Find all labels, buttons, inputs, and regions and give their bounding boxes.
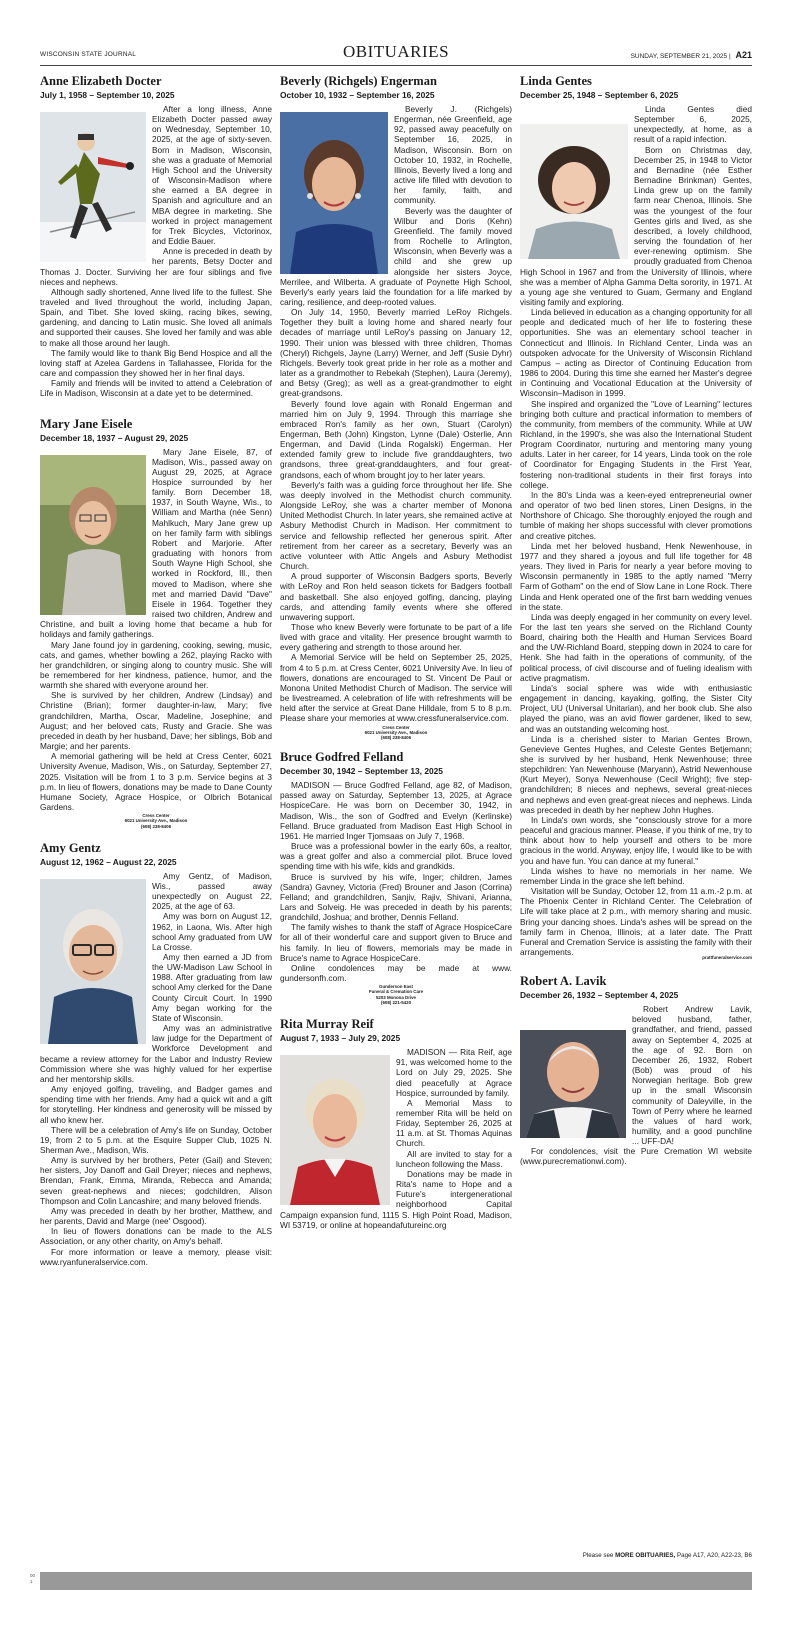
portrait-photo <box>280 1055 390 1205</box>
paragraph: For condolences, visit the Pure Cremation WI website (www.purecremationwi.com). <box>520 1146 752 1167</box>
logo-line: 6021 University Ave., Madison <box>124 818 188 824</box>
obit-name: Beverly (Richgels) Engerman <box>280 74 437 88</box>
logo-line: 5203 Monona Drive <box>375 994 417 1000</box>
paragraph: Linda wishes to have no memorials in her name. We remember Linda in the grace she left behind. <box>520 865 752 886</box>
logo-line: (608) 238-8406 <box>380 734 412 740</box>
paragraph: Amy was preceded in death by her brother, Matthew, and her parents, David and Marge (nee' Osgood). <box>40 1205 272 1227</box>
obituary-felland <box>280 750 512 1005</box>
more-obituaries-note <box>520 1552 752 1559</box>
date-text: SUNDAY, SEPTEMBER 21, 2025 <box>630 53 728 60</box>
paragraph: Robert Andrew Lavik, beloved husband, father, grandfather, and friend, passed away on September 4, 2025 at the age of 92. Born on December 26, 1932, Robert (Bob) was proud of his Norwegian heritage. Bob grew up in the small Wisconsin community of Daleyville, in the Town of Perry where he learned the values of hard work, humility, and a good punchline ... UFF-DA! <box>632 1004 752 1147</box>
code-line: 1 <box>30 1579 33 1584</box>
obituary-gentes <box>520 74 752 960</box>
paragraph: Bruce is survived by his wife, Inger; children, James (Sandra) Gavney, Victoria (Fred) Brouner and Jason (Corrina) Felland; and grandchildren, Sanjiv, Rajiv, Shivani, Arianna, Lars and Solveig. He was preceded in death by his parents; grandchild, Joshua; and brother, Dennis Felland. <box>280 871 512 923</box>
paragraph: In Linda's own words, she "consciously strove for a more peaceful and gracious manner. Please, if you think of me, try to think about how to help yourself and others to be more gracious in the world. Anyway, enjoy life, I would like to be with you and have fun. You can dance at my funeral." <box>520 814 752 866</box>
paragraph: She inspired and organized the "Love of Learning" lectures bringing both culture and practical information to members of the community, from members of the community. While at UW Richland, in the 1990's, she was also the International Student Program Coordinator, nurturing and mentoring many young adults. Later in her career, for 14 years, Linda took on the role of Coordinator for Engaging Students in the First Year, fostering non-traditional students in their first forays into college. <box>520 398 752 490</box>
paragraph: Donations may be made in Rita's name to Hope and a Future's intergenerational neighborhood Capital Campaign expansion fund, 1115 S. High Point Road, Madison, WI 53719, or online at hopeandafutureinc.org <box>280 1168 512 1230</box>
paragraph: Linda believed in education as a changing opportunity for all people and dedicated much of her life to fostering these opportunities. She was an elementary school teacher in Connecticut and Illinois. In Richland Center, Linda was an outspoken advocate for the University of Wisconsin Richland Campus – acting as Director of Continuing Education from 1986 to 2004. During this time she earned her Master's degree in Continuing and Vocational Education at the University of Wisconsin–Madison in 1999. <box>520 307 752 399</box>
obit-dates: August 7, 1933 – July 29, 2025 <box>280 1033 401 1044</box>
logo-line: Cress Center <box>382 724 410 730</box>
paragraph: Amy then earned a JD from the UW-Madison Law School in 1988. After graduating from law school Amy clerked for the Dane County Circuit Court. In 1990 Amy began working for the State of Wisconsin. <box>152 952 272 1023</box>
paragraph: The family wishes to thank the staff of Agrace HospiceCare for all of their wonderful care and support given to Bruce and his family. In lieu of flowers, memorials may be made in Bruce's name to Agrace HospiceCare. <box>280 922 512 963</box>
obit-body <box>520 104 752 957</box>
portrait-photo <box>520 124 628 259</box>
column-3 <box>520 72 752 1175</box>
portrait-photo <box>40 112 146 262</box>
paragraph: A Memorial Mass to remember Rita will be held on Friday, September 26, 2025 at 11 a.m. at St. Thomas Aquinas Church. <box>396 1097 512 1149</box>
logo-line: (608) 238-8406 <box>140 823 172 829</box>
obit-body <box>280 780 512 983</box>
paragraph: Linda is a cherished sister to Marian Gentes Brown, Genevieve Gentes Hughes, and Celeste Gentes Betjemann; she is survived by her husband, Henk Newenhouse; three stepchildren: Yan Newenhouse (Maryann), Astrid Newenhouse (Kurt Meyer), Sonya Newenhouse (Cecil Wright); five step-grandchildren; 8 nieces and nephews, several great-nieces and nephews and even great-great nieces and nephews. Linda was preceded in death by her nephew John Hughes. <box>520 733 752 815</box>
paragraph: A Memorial Service will be held on September 25, 2025, from 4 to 5 p.m. at Cress Center, 6021 University Ave. In lieu of flowers, donations are encouraged to St. Vincent De Paul or Monona United Methodist Church of Madison. The service will be livestreamed. A celebration of life with refreshments will be held after the service at Great Dane Hilldale, from 5 to 8 p.m. Please share your memories at www.cressfuneralservice.com. <box>280 652 512 724</box>
obit-name: Bruce Godfred Felland <box>280 750 404 765</box>
obituary-docter <box>40 74 272 399</box>
paragraph: Linda Gentes died September 6, 2025, unexpectedly, at home, as a result of a rapid infection. <box>634 104 752 145</box>
paragraph: Beverly's faith was a guiding force throughout her life. She was deeply involved in the Methodist church community. Alongside LeRoy, she was a charter member of Monona United Methodist Church. In later years, she remained active at Asbury Methodist Church in Madison. Her commitment to service and fellowship reflected her generous spirit. After retirement from her career as a secretary, Beverly was an active volunteer with Attic Angels and Asbury Methodist Church. <box>280 479 512 572</box>
logo-line: Gunderson East <box>379 984 413 990</box>
obituary-reif <box>280 1017 512 1230</box>
logo-line: 6021 University Ave., Madison <box>364 729 428 735</box>
logo-line: Funeral & Cremation Care <box>368 989 424 995</box>
obit-name: Anne Elizabeth Docter <box>40 74 162 88</box>
paragraph: Visitation will be Sunday, October 12, from 11 a.m.-2 p.m. at The Phoenix Center in Richland Center. The Celebration of Life will take place at 2 p.m., with memory sharing and music. Bring your dancing shoes. Linda's ashes will be spread on the family farm in Chenoa, Illinois, at a later date. The Pratt Funeral and Cremation Service is assisting the family with their arrangements. <box>520 886 752 957</box>
obit-body <box>280 1047 512 1230</box>
portrait-photo <box>40 455 146 615</box>
issue-date: SUNDAY, SEPTEMBER 21, 2025 | A21 <box>630 50 752 60</box>
masthead <box>40 44 752 66</box>
print-code <box>30 1573 35 1585</box>
obituary-engerman <box>280 74 512 740</box>
paragraph: Amy was an administrative law judge for the Department of Workforce Development and became a review attorney for the Labor and Industry Review Commission where she was highly valued for her expertise and her mentorship skills. <box>40 1023 272 1084</box>
obit-body <box>520 1004 752 1167</box>
paragraph: Beverly J. (Richgels) Engerman, née Greenfield, age 92, passed away peacefully on September 16, 2025, in Madison, Wisconsin. Born on October 10, 1932, in Rochelle, Illinois, Beverly lived a long and active life filled with devotion to her family, faith, and community. <box>394 104 512 206</box>
paragraph: Although sadly shortened, Anne lived life to the fullest. She traveled and lived throughout the world, including Japan, Spain, and Tibet. She loved skiing, racing bikes, sewing, gardening, and dancing to Latin music. She loved all animals and supported their causes. She loved her family and was able to make all those around her laugh. <box>40 286 272 348</box>
obit-dates: August 12, 1962 – August 22, 2025 <box>40 856 177 867</box>
funeral-home-logo <box>40 813 272 829</box>
section-title: OBITUARIES <box>342 42 450 61</box>
paragraph: Amy enjoyed golfing, traveling, and Badger games and spending time with her friends. Amy had a quick wit and a gift for storytelling. Her kindness and generosity will be missed by all who knew her. <box>40 1084 272 1125</box>
column-2 <box>280 72 512 1238</box>
paragraph: A proud supporter of Wisconsin Badgers sports, Beverly with LeRoy and Ron held season tickets for Badgers football and basketball. She also enjoyed golfing, dancing, playing cards, and attending family events where she offered unwavering support. <box>280 571 512 622</box>
paragraph: For more information or leave a memory, please visit: www.ryanfuneralservice.com. <box>40 1246 272 1267</box>
portrait-photo <box>280 112 388 274</box>
paragraph: The family would like to thank Big Bend Hospice and all the loving staff at Azelea Gardens in Tallahassee, Florida for the care and compassion they showed her in her final days. <box>40 347 272 379</box>
obit-body <box>280 104 512 724</box>
obituary-eisele <box>40 417 272 829</box>
obituary-lavik <box>520 974 752 1167</box>
paragraph: Mary Jane Eisele, 87, of Madison, Wis., passed away on August 29, 2025, at Agrace Hospice surrounded by her family. Born December 18, 1937, in South Wayne, Wis., to William and Martha (née Senn) Mahlkuch, Mary Jane grew up on her family farm with siblings Robert and Marjorie. After graduating with honors from South Wayne High School, she worked in Rockford, Ill., then moved to Madison, where she met and married David "Dave" Eisele in 1964. Together they raised two children, Andrew and Christine, and built a loving home that became a hub for holidays and family gatherings. <box>40 446 272 640</box>
paragraph: All are invited to stay for a luncheon following the Mass. <box>396 1148 512 1169</box>
see-more-bold: MORE OBITUARIES, <box>615 1552 676 1559</box>
obit-dates: December 18, 1937 – August 29, 2025 <box>40 432 189 443</box>
obit-body <box>40 447 272 813</box>
paragraph: MADISON — Rita Reif, age 91, was welcomed home to the Lord on July 29, 2025. She died peacefully at Agrace Hospice, surrounded by family. <box>396 1047 512 1098</box>
obit-dates: December 26, 1932 – September 4, 2025 <box>520 990 679 1001</box>
paragraph: Linda's social sphere was wide with enthusiastic engagement in dancing, kayaking, golfing, the Sister City Project, UU (Universal Unitarian), and her book club. She also played the piano, was an avid flower gardener, liked to sew, and was an outstanding welcoming host. <box>520 682 752 734</box>
portrait-photo <box>40 879 146 1044</box>
paragraph: In lieu of flowers donations can be made to the ALS Association, or any other charity, on Amy's behalf. <box>40 1226 272 1247</box>
footer-bar <box>40 1572 752 1590</box>
obit-dates: July 1, 1958 – September 10, 2025 <box>40 90 175 100</box>
funeral-home-logo <box>280 984 512 1005</box>
paragraph: Beverly was the daughter of Wilbur and Doris (Kehn) Greenfield. The family moved from Rochelle to Arlington, Wisconsin, when Beverly was a child and she grew up alongside her sisters Joyce, Merrilee, and Wilberta. A graduate of Poynette High School, Beverly's early years laid the foundation for a life marked by caring, resilience, and deep-rooted values. <box>280 205 512 307</box>
paragraph: MADISON — Bruce Godfred Felland, age 82, of Madison, passed away on Saturday, September 13, 2025, at Agrace HospiceCare. He was born on December 30, 1942, in Madison, Wis., the son of Godfred and Evelyn (Kerlinske) Felland. Bruce graduated from Madison East High School in 1961. He married Inger Tjomsaas on July 7, 1968. <box>280 780 512 841</box>
paragraph: Amy was born on August 12, 1962, in Laona, Wis. After high school Amy graduated from UW La Crosse. <box>152 911 272 952</box>
obit-body <box>40 104 272 399</box>
code-line: 00 <box>30 1573 36 1578</box>
paragraph: Bruce was a professional bowler in the early 60s, a realtor, was a great golfer and also a commercial pilot. Bruce loved spending time with his wife, kids and grandkids. <box>280 841 512 872</box>
column-1 <box>40 72 272 1275</box>
funeral-home-logo <box>280 725 512 741</box>
paragraph: Amy is survived by her brothers, Peter (Gail) and Steven; her sisters, Joy Danoff and Gail Dreyer; nieces and nephews, Brendan, Frank, Emma, Miranda, Rebecca and Amanda; seven great-nephews and nieces; godchildren, Alison Thompson and Colin Lancashire; and many beloved friends. <box>40 1155 272 1206</box>
paragraph: A memorial gathering will be held at Cress Center, 6021 University Avenue, Madison, Wis., on Saturday, September 27, 2025. Visitation will be from 1 to 3 p.m. Service begins at 3 p.m. In lieu of flowers, donations may be made to Dane County Humane Society, Agrace Hospice, or Olbrich Botanical Gardens. <box>40 751 272 812</box>
paragraph: Born on Christmas day, December 25, in 1948 to Victor and Bernadine (née Esther Bernadine Brinkman) Gentes, Linda grew up on the family farm near Chenoa, Illinois. She was the youngest of the four Gentes girls and lived, as she described, a lovely childhood, serving the foundation of her ever-renewing optimism. She proudly graduated from Chenoa High School in 1967 and from the University of Illinois, where she was a member of Alpha Gamma Delta sorority, in 1971. At a young age she ventured to Guam, Germany and England visiting family and exploring. <box>520 144 752 307</box>
page-number: A21 <box>735 50 752 60</box>
paper-name: WISCONSIN STATE JOURNAL <box>40 51 137 58</box>
see-more-text: Please see <box>582 1552 614 1559</box>
portrait-photo <box>520 1030 626 1138</box>
obit-name: Mary Jane Eisele <box>40 416 133 431</box>
obit-dates: December 30, 1942 – September 13, 2025 <box>280 766 443 777</box>
paragraph: Linda met her beloved husband, Henk Newenhouse, in 1977 and they shared a joyous and full life together for 48 years. They lived in Paris for nearly a year before moving to Wisconsin permanently in 1985 to the aptly named "Merry Farm of Gotham" on the end of Slow Lane in Lone Rock. There Linda and Henk operated one of the first barn wedding venues in the state. <box>520 540 753 612</box>
paragraph: Family and friends will be invited to attend a Celebration of Life in Madison, Wisconsin at a date yet to be determined. <box>40 378 272 399</box>
logo-line: Cress Center <box>142 813 170 819</box>
logo-line: (608) 221-5420 <box>380 999 412 1005</box>
paragraph: Mary Jane found joy in gardening, cooking, sewing, music, cats, and games, whether bowling a 262, playing Racko with her grandchildren, or singing along to country music. She will be remembered for her kindness, patience, humor, and the warmth she shared with everyone around her. <box>40 639 272 691</box>
paragraph: Anne is preceded in death by her parents, Betsy Docter and Thomas J. Docter. Surviving her are four siblings and five nieces and nephews. <box>40 246 272 287</box>
funeral-home-logo: prattfuneralservice.com <box>702 955 752 961</box>
obituary-gentz <box>40 841 272 1267</box>
obit-name: Linda Gentes <box>520 74 592 88</box>
obit-body <box>40 871 272 1267</box>
see-more-pages: Page A17, A20, A22-23, B6 <box>677 1552 752 1559</box>
obit-name: Rita Murray Reif <box>280 1017 374 1032</box>
paragraph: Online condolences may be made at www. gundersonfh.com. <box>280 962 512 984</box>
paragraph: Linda was deeply engaged in her community on every level. For the last ten years she served on the Richland County Board, chairing both the Health and Human Services Board and the UW-Richland Board, stepping down in 2024 to care for Henk. She had faith in the operations of community, of the political process, of civil discourse and of fueling idealism with active pragmatism. <box>520 611 752 683</box>
obit-dates: October 10, 1932 – September 16, 2025 <box>280 90 435 100</box>
paragraph: In the 80's Linda was a keen-eyed entrepreneurial owner and operator of two bed linen stores, Linen Designs, in the Northshore of Chicago. She thoroughly enjoyed the rough and tumble of making her shops successful with clever promotions and creative pitches. <box>520 489 752 541</box>
obit-name: Robert A. Lavik <box>520 974 607 989</box>
obit-dates: December 25, 1948 – September 6, 2025 <box>520 90 679 100</box>
paragraph: After a long illness, Anne Elizabeth Docter passed away on Wednesday, September 10, 2025, at the age of sixty-seven. Born in Madison, Wisconsin, she was a graduate of Memorial High School and the University of Wisconsin-Madison where she earned a BA degree in Spanish and agriculture and an MBA degree in marketing. She worked in project management for Trek Bicycles, Victorinox, and Eddie Bauer. <box>152 104 272 247</box>
obit-name: Amy Gentz <box>40 840 101 855</box>
paragraph: Beverly found love again with Ronald Engerman and married him on July 9, 1994. Through this marriage she embraced Ron's family as her own, Stuart (Carolyn) Engerman, Beth (John) Kingston, Lynne (Dale) Osterlie, Ann Engerman, and David (Linda Rogalski) Engerman. Her extended family grew to include five granddaughters, two grandsons, three great-granddaughters, and four great-grandsons, each of whom brought joy to her later years. <box>280 398 512 480</box>
paragraph: On July 14, 1950, Beverly married LeRoy Richgels. Together they built a loving home and shared nearly four decades of marriage until LeRoy's passing on January 12, 1990. Their union was blessed with three children, Thomas (Cheryl) Richgels, Jayne (Larry) Werner, and Jeff (Susie Dyhr) Richgels. Beverly took great pride in her role as a mother and later as a grandmother to Rebekah (Stephen), Laura (Jeremy), and Betsy (Greg); as well as a great-grandmother to eight great-grandsons. <box>280 307 512 399</box>
paragraph: Those who knew Beverly were fortunate to be part of a life lived with grace and vitality. Her presence brought warmth to every gathering and strength to those around her. <box>280 621 512 653</box>
paragraph: There will be a celebration of Amy's life on Sunday, October 19, from 2 to 5 p.m. at the Esquire Supper Club, 1025 N. Sherman Ave., Madison, Wis. <box>40 1124 272 1155</box>
paragraph: Amy Gentz, of Madison, Wis., passed away unexpectedly on August 22, 2025, at the age of 63. <box>152 870 272 912</box>
paragraph: She is survived by her children, Andrew (Lindsay) and Christine (Brian); former daughter-in-law, Mary; five grandchildren, Martha, Oscar, Madeline, Josephine, and August; and her beloved cats, Rusty and Gracie. She was preceded in death by her husband, Dave; her siblings, Bob and Margie; and her parents. <box>40 690 273 752</box>
